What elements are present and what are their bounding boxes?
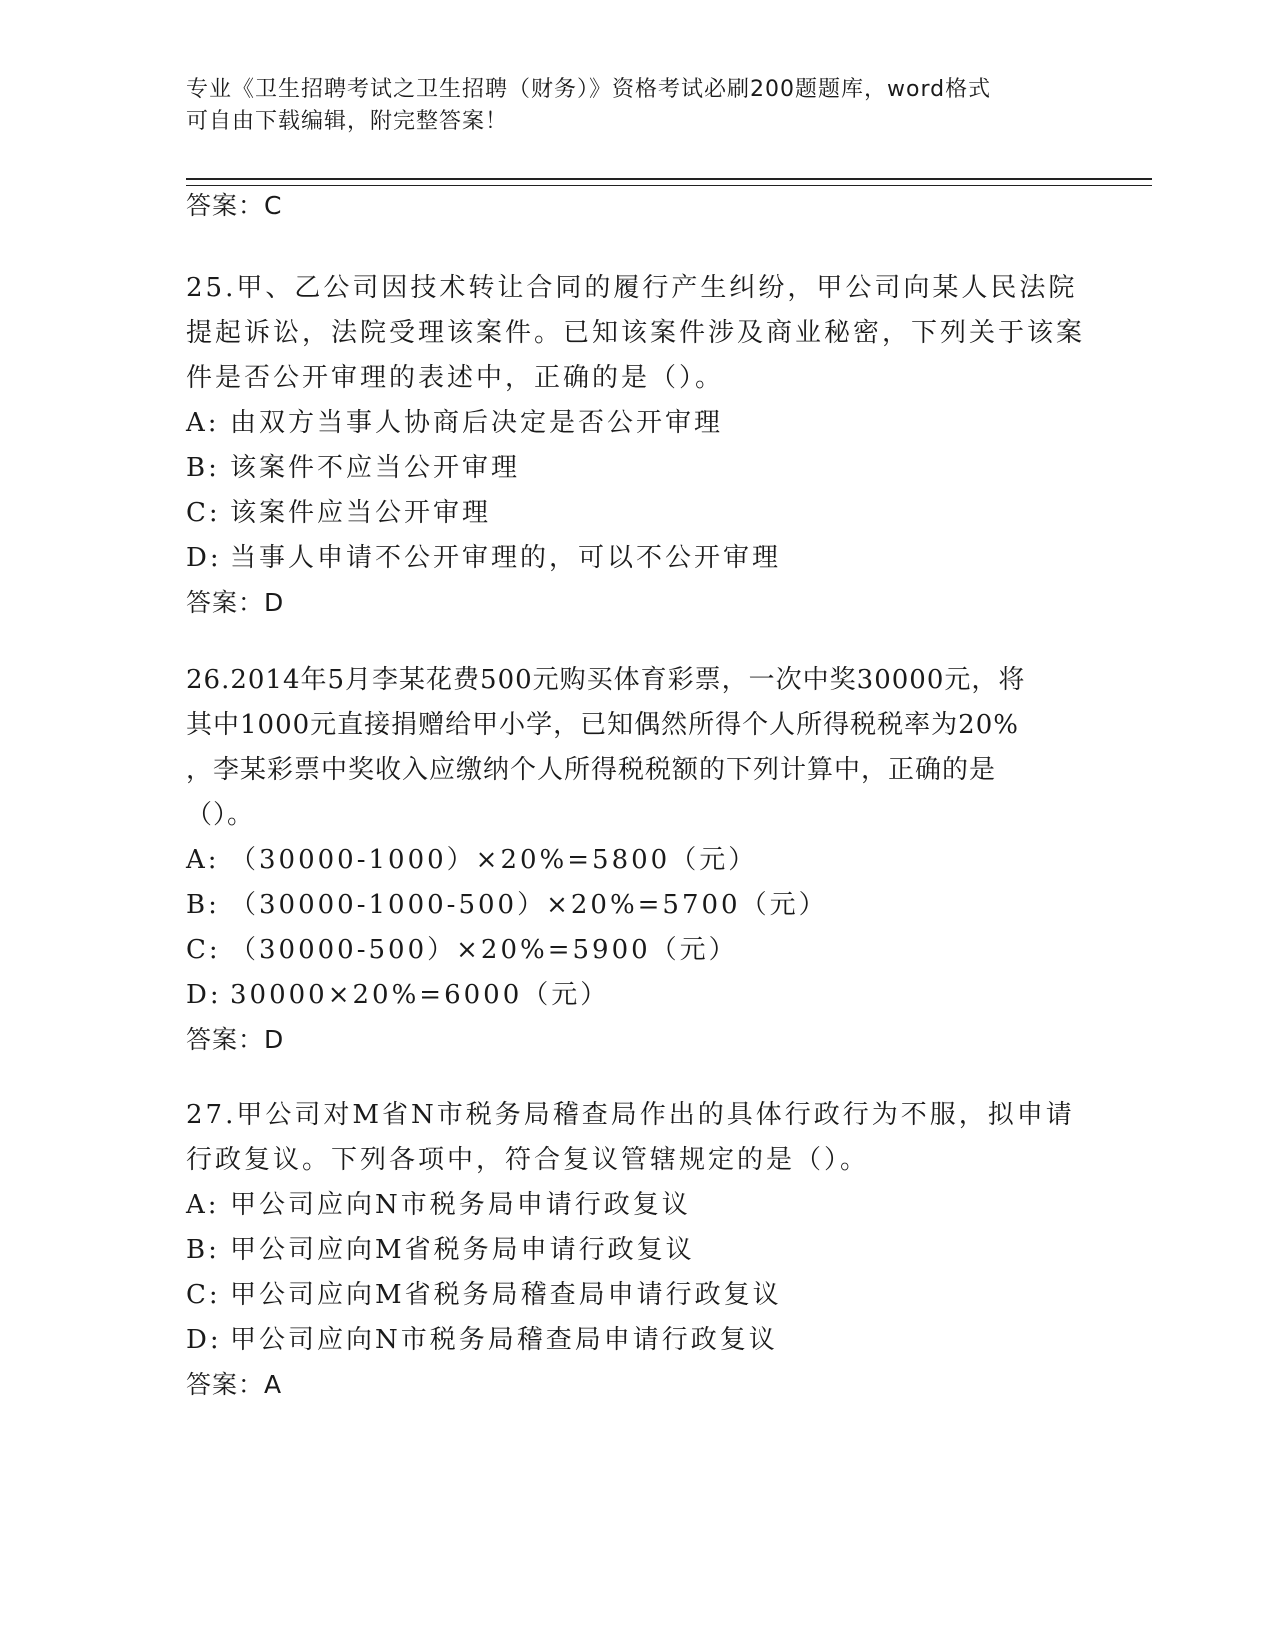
question-25 bbox=[186, 266, 1086, 625]
option-text: （30000-500）×20%=5900（元） bbox=[230, 935, 738, 965]
option-c bbox=[186, 928, 1086, 973]
option-c bbox=[186, 491, 1086, 536]
option-text: 甲公司应向N市税务局申请行政复议 bbox=[230, 1190, 691, 1220]
option-letter: B: bbox=[186, 890, 220, 920]
option-text: 当事人申请不公开审理的，可以不公开审理 bbox=[230, 543, 782, 573]
option-letter: C: bbox=[186, 498, 221, 528]
option-d bbox=[186, 973, 1086, 1018]
option-letter: D: bbox=[186, 1325, 222, 1355]
option-text: 甲公司应向N市税务局稽查局申请行政复议 bbox=[230, 1325, 778, 1355]
option-letter: B: bbox=[186, 453, 220, 483]
question-stem-line: ，李某彩票中奖收入应缴纳个人所得税税额的下列计算中，正确的是 bbox=[186, 755, 997, 785]
option-text: 该案件应当公开审理 bbox=[230, 498, 492, 528]
option-text: （30000-1000）×20%=5800（元） bbox=[230, 845, 758, 875]
option-a bbox=[186, 838, 1086, 883]
option-text: 甲公司应向M省税务局申请行政复议 bbox=[230, 1235, 695, 1265]
option-letter: A: bbox=[186, 408, 220, 438]
question-27 bbox=[186, 1093, 1086, 1407]
question-stem: 25.甲、乙公司因技术转让合同的履行产生纠纷，甲公司向某人民法院提起诉讼，法院受理该案件。已知该案件涉及商业秘密，下列关于该案件是否公开审理的表述中，正确的是（）。 bbox=[186, 273, 1086, 393]
option-a bbox=[186, 1183, 1086, 1228]
answer: 答案：D bbox=[186, 1025, 285, 1054]
option-letter: B: bbox=[186, 1235, 220, 1265]
question-stem-line: 26.2014年5月李某花费500元购买体育彩票，一次中奖30000元，将 bbox=[186, 665, 1026, 695]
question-stem-line: 其中1000元直接捐赠给甲小学，已知偶然所得个人所得税税率为20% bbox=[186, 710, 1019, 740]
option-d bbox=[186, 1318, 1086, 1363]
option-letter: D: bbox=[186, 980, 222, 1010]
answer: 答案：A bbox=[186, 1370, 283, 1399]
answer: 答案：D bbox=[186, 588, 285, 617]
header-line-1: 专业《卫生招聘考试之卫生招聘（财务）》资格考试必刷200题题库，word格式 bbox=[186, 77, 992, 102]
option-c bbox=[186, 1273, 1086, 1318]
option-letter: C: bbox=[186, 935, 221, 965]
option-text: 30000×20%=6000（元） bbox=[230, 980, 610, 1010]
option-letter: C: bbox=[186, 1280, 221, 1310]
header-line-2: 可自由下载编辑，附完整答案！ bbox=[186, 109, 509, 134]
option-text: 该案件不应当公开审理 bbox=[230, 453, 521, 483]
option-text: 甲公司应向M省税务局稽查局申请行政复议 bbox=[230, 1280, 782, 1310]
option-letter: D: bbox=[186, 543, 222, 573]
option-b bbox=[186, 1228, 1086, 1273]
option-a bbox=[186, 401, 1086, 446]
previous-answer: 答案：C bbox=[186, 191, 283, 220]
option-d bbox=[186, 536, 1086, 581]
option-text: 由双方当事人协商后决定是否公开审理 bbox=[230, 408, 724, 438]
option-letter: A: bbox=[186, 1190, 220, 1220]
option-b bbox=[186, 883, 1086, 928]
question-stem: 27.甲公司对M省N市税务局稽查局作出的具体行政行为不服，拟申请行政复议。下列各项中，符合复议管辖规定的是（）。 bbox=[186, 1100, 1075, 1175]
option-letter: A: bbox=[186, 845, 220, 875]
question-26 bbox=[186, 658, 1086, 1062]
option-text: （30000-1000-500）×20%=5700（元） bbox=[230, 890, 828, 920]
question-stem-line: （）。 bbox=[186, 800, 255, 830]
page-header bbox=[186, 74, 1086, 138]
option-b bbox=[186, 446, 1086, 491]
